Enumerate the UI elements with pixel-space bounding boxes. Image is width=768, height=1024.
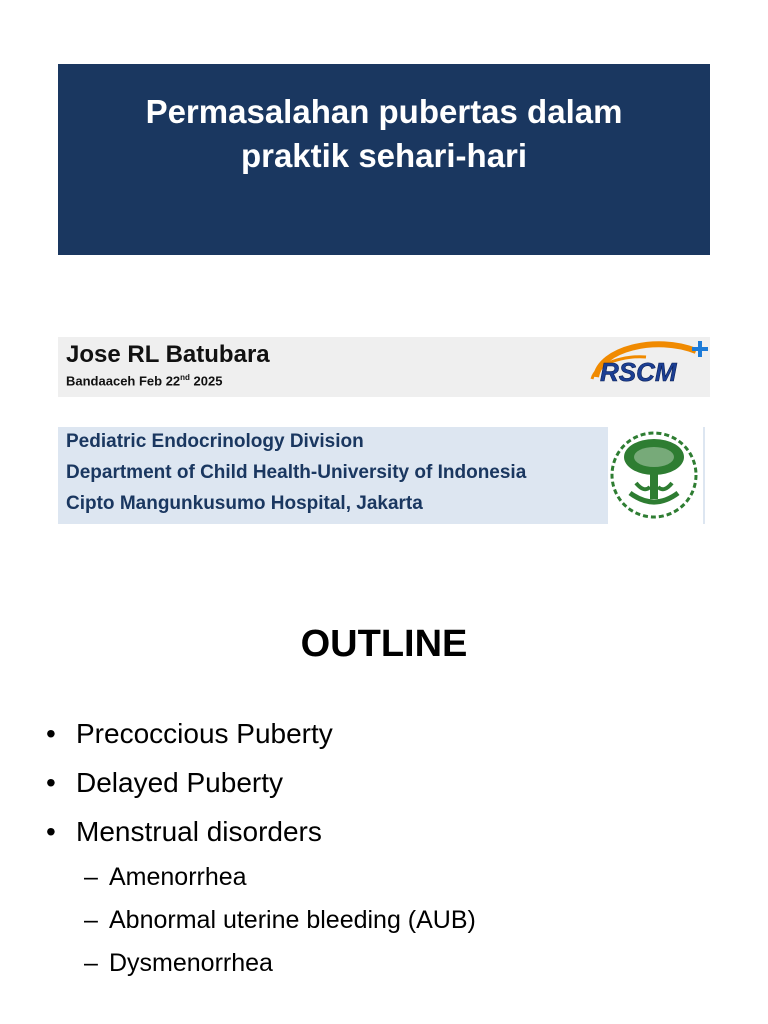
slide-title: [58, 90, 710, 178]
outline-item-text: Delayed Puberty: [76, 767, 284, 798]
place-date-ordinal: nd: [180, 373, 190, 382]
outline-item: [46, 816, 322, 848]
dash-marker: –: [84, 863, 98, 891]
outline-item: [46, 767, 283, 799]
author-place-date: [66, 373, 222, 388]
outline-heading: OUTLINE: [300, 623, 468, 665]
outline-subitem: [84, 863, 247, 892]
outline-subitem-text: Amenorrhea: [109, 863, 247, 891]
slide-title-line1: Permasalahan pubertas dalam: [145, 93, 623, 130]
rscm-logo-text: RSCM: [600, 357, 677, 387]
rscm-logo: [586, 337, 710, 397]
outline-subitem: [84, 906, 476, 935]
dash-marker: –: [84, 906, 98, 934]
outline-subitem-text: Dysmenorrhea: [109, 949, 273, 977]
ui-logo-edge: [703, 427, 705, 524]
bullet-marker: •: [46, 718, 56, 749]
affiliation-line-3: Cipto Mangunkusumo Hospital, Jakarta: [66, 493, 423, 514]
outline-item-text: Menstrual disorders: [76, 816, 322, 847]
place-date-year: 2025: [189, 373, 223, 389]
outline-item: [46, 718, 333, 750]
rscm-cross-h: [692, 347, 708, 351]
outline-item-text: Precoccious Puberty: [76, 718, 333, 749]
dash-marker: –: [84, 949, 98, 977]
bullet-marker: •: [46, 767, 56, 798]
bullet-marker: •: [46, 816, 56, 847]
outline-subitem-text: Abnormal uterine bleeding (AUB): [109, 906, 476, 934]
ui-logo-trunk: [650, 467, 658, 499]
affiliation-line-2: Department of Child Health-University of Indonesia: [66, 462, 527, 483]
author-band: [58, 337, 710, 397]
slide-title-line2: praktik sehari-hari: [240, 137, 528, 174]
outline-subitem: [84, 949, 273, 978]
author-name: Jose RL Batubara: [66, 341, 270, 368]
affiliation-line-1: Pediatric Endocrinology Division: [66, 431, 364, 452]
affiliation-band: [58, 427, 608, 524]
place-date-text: Bandaaceh Feb 22: [66, 373, 181, 389]
title-banner: [58, 64, 710, 255]
university-indonesia-logo: [608, 427, 706, 524]
